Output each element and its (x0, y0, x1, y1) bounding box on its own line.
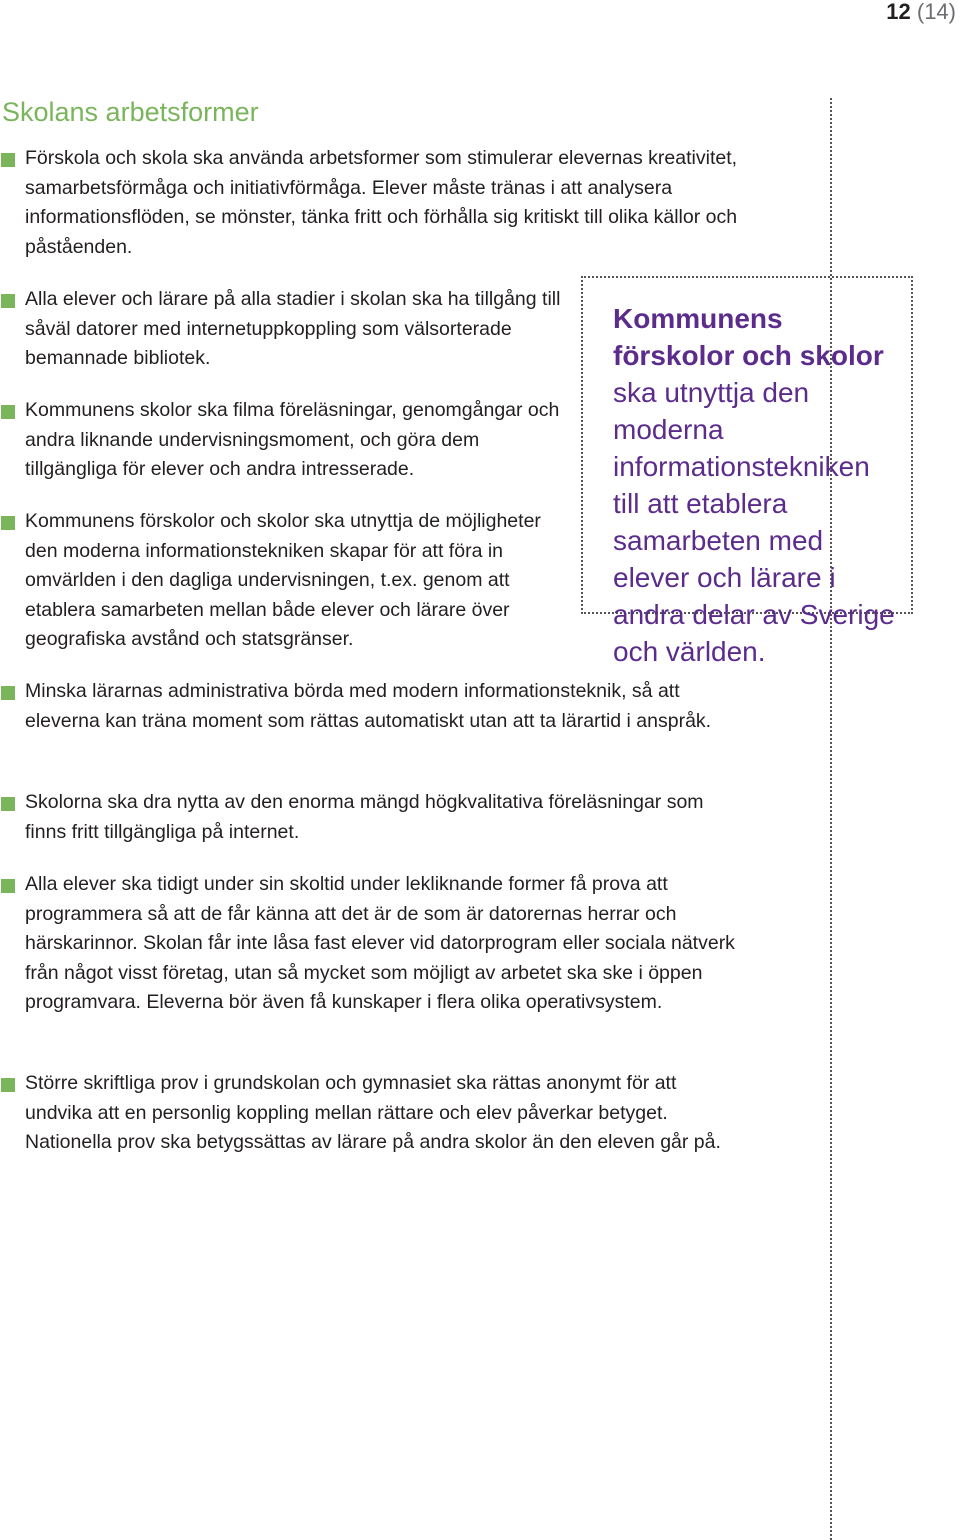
bullet-item: Alla elever och lärare på alla stadier i skolan ska ha tillgång till såväl datorer med internetuppkoppling som välsorterade bemannade bibliotek. (25, 285, 565, 374)
bullet-item: Skolorna ska dra nytta av den enorma mängd högkvalitativa föreläsningar som finns fritt tillgängliga på internet. (25, 788, 735, 847)
bullet-item: Kommunens förskolor och skolor ska utnyttja de möjligheter den moderna informationstekniken skapar för att föra in omvärlden i den dagliga undervisningen, t.ex. genom att etablera samarbeten mellan både elever och lärare över geografiska avstånd och statsgränser. (25, 507, 565, 655)
bullet-item: Kommunens skolor ska filma föreläsningar, genomgångar och andra liknande undervisningsmoment, och göra dem tillgängliga för elever och andra intresserade. (25, 396, 565, 485)
bullet-item: Förskola och skola ska använda arbetsformer som stimulerar elevernas kreativitet, samarbetsförmåga och initiativförmåga. Elever måste tränas i att analysera informationsflöden, se mönster, tänka fritt och förhålla sig kritiskt till olika källor och påståenden. (25, 144, 745, 262)
bullet-item: Alla elever ska tidigt under sin skoltid under lekliknande former få prova att programmera så att de får känna att det är de som är datorernas herrar och härskarinnor. Skolan får inte låsa fast elever vid datorprogram eller sociala nätverk från något visst företag, utan så mycket som möjligt av arbetet ska ske i öppen programvara. Eleverna bör även få kunskaper i flera olika operativsystem. (25, 870, 735, 1018)
section-title: Skolans arbetsformer (2, 97, 259, 127)
pull-quote-box (581, 276, 913, 667)
pull-quote-rest: ska utnyttja den moderna informationstekniken till att etablera samarbeten med elever och lärare i andra delar av Sverige och världen. (613, 377, 895, 667)
page-number (886, 0, 956, 24)
bullet-item: Minska lärarnas administrativa börda med modern informationsteknik, så att eleverna kan träna moment som rättas automatiskt utan att ta lärartid i anspråk. (25, 677, 735, 736)
pull-quote (613, 300, 903, 670)
pull-quote-emphasis: Kommunens förskolor och skolor (613, 303, 884, 371)
page-number-current: 12 (886, 0, 911, 24)
bullet-item: Större skriftliga prov i grundskolan och gymnasiet ska rättas anonymt för att undvika att en personlig koppling mellan rättare och elev påverkar betyget. Nationella prov ska betygssättas av lärare på andra skolor än den eleven går på. (25, 1069, 740, 1158)
page-number-total: (14) (916, 0, 956, 24)
